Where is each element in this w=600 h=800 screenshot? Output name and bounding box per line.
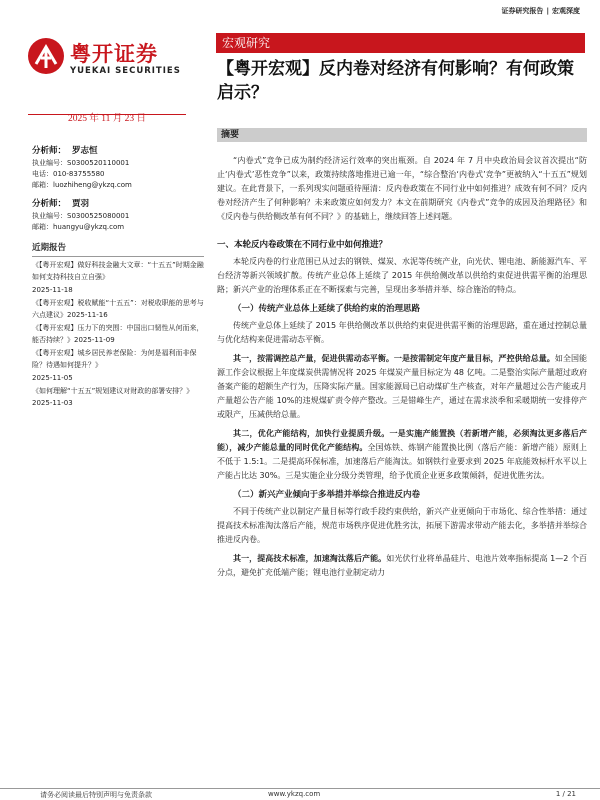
- paragraph-body: 全国炼铁、炼钢产能置换比例（落后产能：新增产能）原则上不低于 1.5:1。二是提高环保标准，加速落后产能淘汰。如钢铁行业要求到 2025 年底能效标杆水平以上产能占比达 30%。三是实施企业分级分类管理，给予优质企业更多政策倾斜，促进优胜劣汰。: [217, 443, 588, 480]
- report-header: 证券研究报告 | 宏观深度: [501, 7, 580, 15]
- recent-reports-title: 近期报告: [32, 243, 204, 257]
- report-title: 【粤开宏观】反内卷对经济有何影响？有何政策启示？: [217, 59, 574, 103]
- paragraph-body: 如全国能源工作会议根据上年度煤炭供需情况将 2025 年煤炭产量目标定为 48 亿吨。二是整治实际产量超过政府备案产能的超额生产行为，压降实际产量。国家能源局已启动煤矿生产核查，对年产量超过公告产能或月产量超公告产能 10%的违规煤矿责令停产整改。三是错峰生产，通过在需求淡季和采暖期统一安排停产或限产，压减供给总量。: [217, 354, 587, 419]
- header-report-category: 宏观深度: [552, 7, 580, 15]
- company-logo: [28, 36, 218, 88]
- paragraph-lead: 其二，优化产能结构，加快行业提质升级。一是实施产能置换（若新增产能，必须淘汰更多落后产能），减少产能总量的同时优化产能结构。: [217, 429, 587, 452]
- recent-report-date: 2025-11-05: [32, 374, 73, 382]
- recent-report-link[interactable]: 《【粤开宏观】压力下的突围：中国出口韧性从何而来，能否持续？》2025-11-09: [32, 324, 204, 344]
- analyst-role: 分析师：: [32, 199, 67, 209]
- footer-divider: [0, 788, 600, 789]
- analyst-name: 贾羽: [72, 199, 90, 209]
- footer-website[interactable]: www.ykzq.com: [268, 790, 321, 798]
- analyst-email[interactable]: 邮箱：huangyu@ykzq.com: [32, 223, 125, 231]
- subsection-heading: （二）新兴产业倾向于多举措并举综合推进反内卷: [233, 490, 421, 500]
- body-paragraph: 不同于传统产业以制定产量目标等行政手段约束供给，新兴产业更倾向于市场化、综合性举措：通过提高技术标准淘汰落后产能，规范市场秩序促进优胜劣汰，拓展下游需求带动产能去化，多举措并举综合推进反内卷。: [217, 507, 587, 544]
- report-date: 2025 年 11 月 23 日: [67, 114, 147, 124]
- page-number: 1 / 21: [555, 790, 576, 798]
- paragraph-lead: 其一，按需调控总产量，促进供需动态平衡。一是按需制定年度产量目标，严控供给总量。: [233, 354, 555, 363]
- paragraph-lead: 其一，提高技术标准，加速淘汰落后产能。: [233, 554, 387, 563]
- body-paragraph: [217, 352, 587, 422]
- analyst-card: [32, 199, 204, 233]
- recent-report-link[interactable]: 《【粤开宏观】城乡居民养老保险：为何是福利而非保险？待遇如何提升？》: [32, 349, 197, 369]
- recent-report-link[interactable]: 《【粤开宏观】税收赋能“十五五”：对税收职能的思考与六点建议》2025-11-16: [32, 299, 204, 319]
- logo-name-cn: 粤开证券: [70, 42, 158, 66]
- analyst-license: 执业编号：S0300520110001: [32, 159, 130, 167]
- analyst-phone: 电话：010-83755580: [32, 170, 105, 178]
- paragraph-body: 如光伏行业将单晶硅片、电池片效率指标提高 1—2 个百分点，避免扩充低端产能；锂电池行业制定动力: [217, 554, 588, 577]
- section-heading: 一、本轮反内卷政策在不同行业中如何推进？: [217, 240, 388, 250]
- sidebar: [32, 146, 204, 411]
- body-paragraph: 传统产业总体上延续了 2015 年供给侧改革以供给约束促进供需平衡的治理思路，重在通过控制总量与优化结构来促进需动态平衡。: [217, 321, 587, 344]
- category-band: 宏观研究: [216, 33, 585, 53]
- analyst-role: 分析师：: [32, 146, 67, 156]
- analyst-card: [32, 146, 204, 191]
- body-paragraph: 本轮反内卷的行业范围已从过去的钢铁、煤炭、水泥等传统产业，向光伏、锂电池、新能源汽车、平台经济等新兴领域扩散。传统产业总体上延续了 2015 年供给侧改革以供给约束促进供需平衡的治理思路；新兴产业的治理体系正在不断探索与完善，呈现出多举措并举、综合施治的特点。: [217, 257, 587, 294]
- body-paragraph: [217, 552, 587, 580]
- logo-name-en: YUEKAI SECURITIES: [70, 66, 181, 76]
- logo-mark-icon: [28, 38, 64, 74]
- recent-report-date: 2025-11-18: [32, 286, 73, 294]
- subsection-heading: （一）传统产业总体上延续了供给约束的治理思路: [233, 304, 421, 314]
- header-report-type: 证券研究报告: [501, 7, 544, 15]
- analyst-license: 执业编号：S0300525080001: [32, 212, 130, 220]
- recent-report-link[interactable]: 《【粤开宏观】做好科技金融大文章：“十五五”时期金融如何支持科技自立自强》: [32, 261, 204, 281]
- recent-report-link[interactable]: 《如何理解“十五五”规划建议对财政的部署安排？》2025-11-03: [32, 387, 194, 407]
- footer-disclaimer: 请务必阅读最后特别声明与免责条款: [40, 791, 152, 799]
- main-content: [217, 128, 587, 580]
- body-paragraph: [217, 427, 587, 483]
- analyst-email[interactable]: 邮箱：luozhiheng@ykzq.com: [32, 181, 132, 189]
- abstract-text: “内卷式”竞争已成为制约经济运行效率的突出瓶颈。自 2024 年 7 月中央政治局会议首次提出“防止‘内卷式’恶性竞争”以来，政策持续落地推进已逾一年，“综合整治‘内卷式’竞争”更被纳入“十五五”规划建议。在此背景下，一系列现实问题亟待厘清：反内卷政策在不同行业中如何推进？成效有何不同？反内卷对经济产生了何种影响？未来政策应如何发力？本文在前期研究《内卷式”竞争的成因及治理路径》和《反内卷与供给侧改革有何不同？》的基础上，继续回答上述问题。: [217, 156, 587, 221]
- analyst-name: 罗志恒: [72, 146, 98, 156]
- abstract-heading: 摘要: [217, 128, 587, 142]
